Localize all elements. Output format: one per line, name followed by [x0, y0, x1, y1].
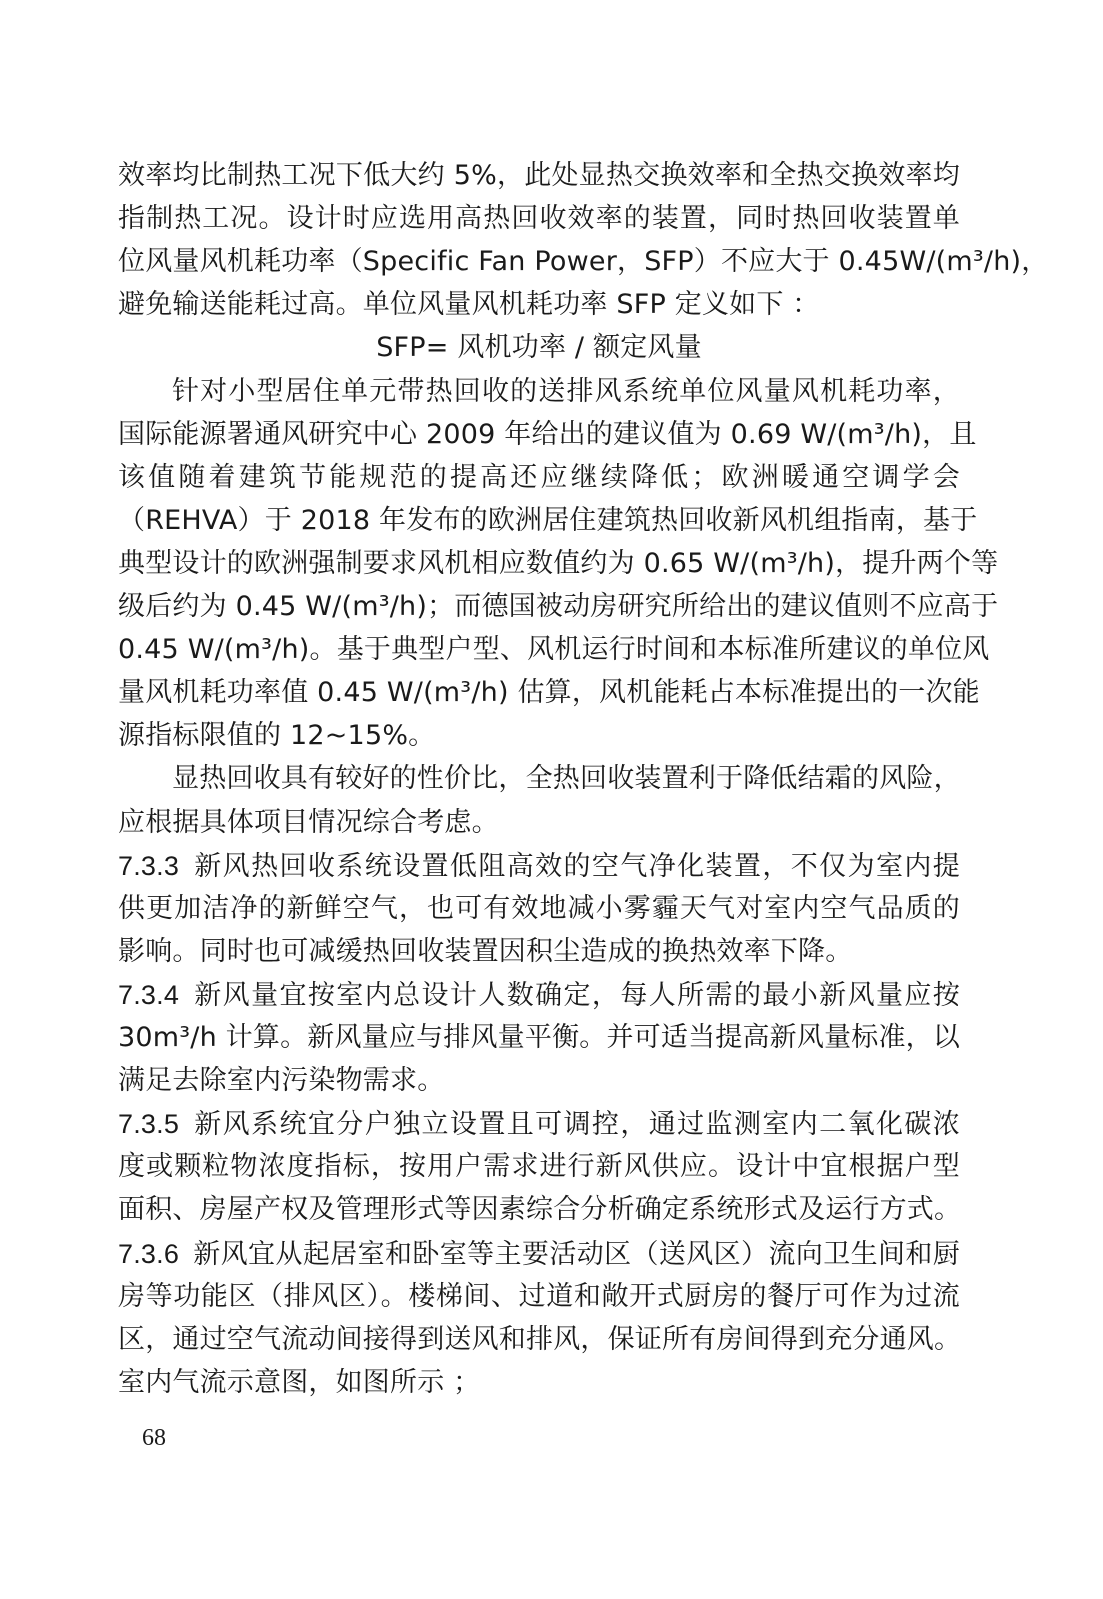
line-text: 新风热回收系统设置低阻高效的空气净化装置，不仅为室内提 [193, 850, 960, 882]
text-line [118, 801, 960, 845]
text-line [118, 930, 960, 974]
clause-number: 7.3.3 [118, 850, 180, 881]
line-text: 面积、房屋产权及管理形式等因素综合分析确定系统形式及运行方式。 [118, 1194, 962, 1226]
text-line [172, 370, 960, 414]
page-number: 68 [142, 1425, 166, 1451]
line-text: 0.45 W/(m³/h)。基于典型户型、风机运行时间和本标准所建议的单位风 [118, 634, 990, 666]
line-text: 房等功能区（排风区）。楼梯间、过道和敞开式厨房的餐厅可作为过流 [118, 1280, 960, 1312]
clause-number: 7.3.6 [118, 1238, 180, 1269]
text-line [118, 1188, 960, 1232]
text-line [118, 154, 960, 198]
line-text: 源指标限值的 12~15%。 [118, 720, 436, 752]
clause-number: 7.3.5 [118, 1109, 180, 1140]
line-text: 指制热工况。设计时应选用高热回收效率的装置，同时热回收装置单 [118, 203, 960, 235]
line-text: 国际能源署通风研究中心 2009 年给出的建议值为 0.69 W/(m³/h)，且 [118, 418, 977, 450]
line-text: 该值随着建筑节能规范的提高还应继续降低；欧洲暖通空调学会 [118, 461, 960, 493]
text-line [118, 671, 980, 715]
clause-line [118, 973, 960, 1017]
line-text: 效率均比制热工况下低大约 5%，此处显热交换效率和全热交换效率均 [118, 160, 960, 191]
text-line [118, 1361, 960, 1405]
line-text: 30m³/h 计算。新风量应与排风量平衡。并可适当提高新风量标准，以 [118, 1022, 961, 1053]
text-line [118, 283, 960, 327]
text-line [118, 714, 960, 758]
text-line [118, 1275, 960, 1319]
line-text: （REHVA）于 2018 年发布的欧洲居住建筑热回收新风机组指南，基于 [118, 504, 978, 536]
text-line [118, 499, 978, 543]
line-text: 避免输送能耗过高。单位风量风机耗功率 SFP 定义如下 ： [118, 289, 820, 321]
line-text: 供更加洁净的新鲜空气，也可有效地减小雾霾天气对室内空气品质的 [118, 892, 960, 924]
text-line [118, 413, 977, 457]
line-text: 区，通过空气流动间接得到送风和排风，保证所有房间得到充分通风。 [118, 1323, 962, 1355]
text-line [118, 542, 999, 586]
line-text: 级后约为 0.45 W/(m³/h)；而德国被动房研究所给出的建议值则不应高于 [118, 591, 999, 622]
text-line [118, 628, 990, 672]
text-line [118, 197, 960, 241]
text-line [118, 1318, 960, 1362]
line-text: 典型设计的欧洲强制要求风机相应数值约为 0.65 W/(m³/h)，提升两个等 [118, 547, 999, 579]
text-line [118, 456, 960, 500]
text-line [118, 1059, 960, 1103]
line-text: 新风系统宜分户独立设置且可调控，通过监测室内二氧化碳浓 [193, 1109, 960, 1141]
line-text: 新风量宜按室内总设计人数确定，每人所需的最小新风量应按 [193, 979, 960, 1011]
line-text: 显热回收具有较好的性价比，全热回收装置利于降低结霜的风险， [172, 763, 961, 795]
text-line [118, 585, 999, 629]
line-text: 针对小型居住单元带热回收的送排风系统单位风量风机耗功率， [172, 375, 960, 407]
line-text: 新风宜从起居室和卧室等主要活动区（送风区）流向卫生间和厨 [193, 1238, 960, 1270]
line-text: 位风量风机耗功率（Specific Fan Power，SFP）不应大于 0.45W/(m³/h)， [118, 246, 1049, 278]
clause-line [118, 844, 960, 888]
line-text: 量风机耗功率值 0.45 W/(m³/h) 估算，风机能耗占本标准提出的一次能 [118, 677, 980, 709]
text-line [118, 240, 1049, 284]
line-text: 度或颗粒物浓度指标，按用户需求进行新风供应。设计中宜根据户型 [118, 1151, 960, 1183]
line-text: 应根据具体项目情况综合考虑。 [118, 806, 499, 838]
text-line [118, 1016, 960, 1060]
text-line [172, 757, 960, 801]
text-line [118, 887, 960, 931]
line-text: 满足去除室内污染物需求。 [118, 1065, 445, 1097]
line-text: 室内气流示意图，如图所示 ； [118, 1366, 481, 1398]
clause-line [118, 1232, 960, 1276]
line-text: SFP= 风机功率 / 额定风量 [376, 332, 702, 364]
line-text: 影响。同时也可减缓热回收装置因积尘造成的换热效率下降。 [118, 935, 853, 967]
clause-line [118, 1102, 960, 1146]
clause-number: 7.3.4 [118, 979, 180, 1010]
text-line [118, 326, 960, 370]
text-line [118, 1145, 960, 1189]
